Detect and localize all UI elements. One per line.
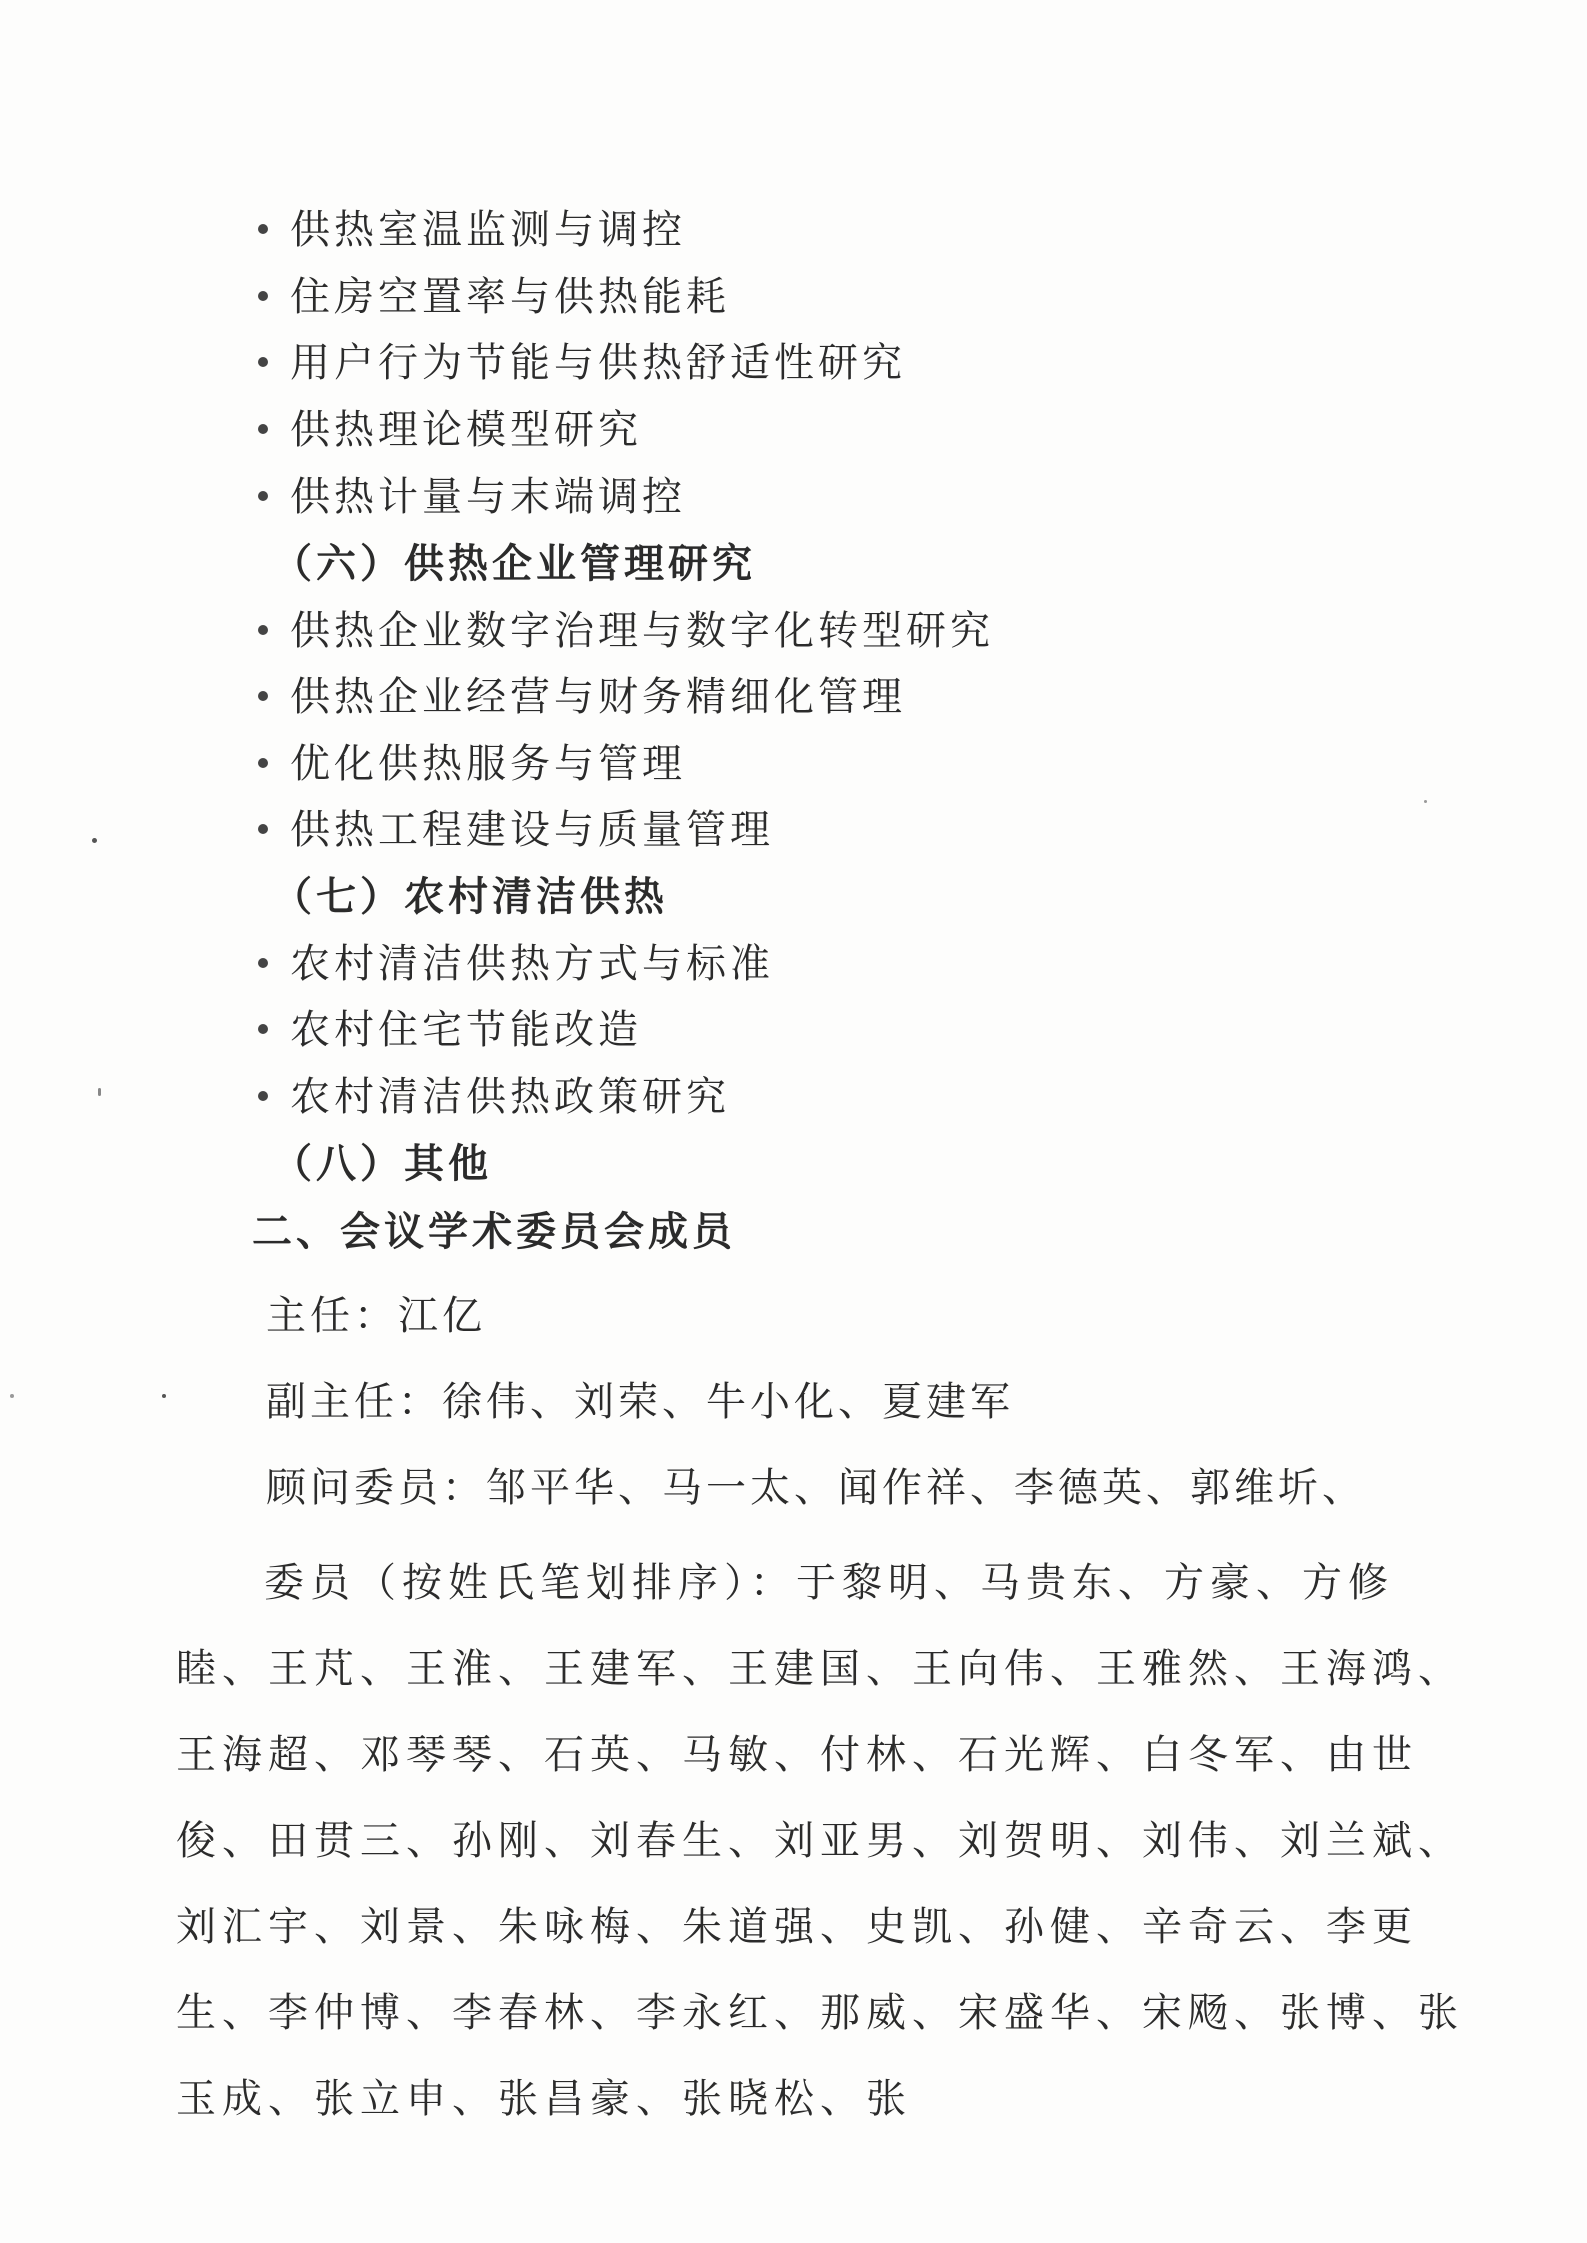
bullet-icon: [258, 291, 268, 301]
list-item: 供热理论模型研究: [258, 406, 642, 454]
list-item: 农村清洁供热方式与标准: [258, 940, 774, 988]
scan-speck: [162, 1394, 166, 1398]
section-heading-7: （七）农村清洁供热: [272, 873, 668, 920]
bullet-icon: [258, 625, 268, 635]
scan-speck: [98, 1088, 101, 1096]
bullet-icon: [258, 491, 268, 501]
list-item: 优化供热服务与管理: [258, 740, 686, 788]
scan-speck: [10, 1394, 14, 1398]
list-item: 供热室温监测与调控: [258, 206, 686, 254]
list-item: 供热工程建设与质量管理: [258, 806, 774, 854]
section-heading-6: （六）供热企业管理研究: [272, 540, 756, 587]
list-item: 用户行为节能与供热舒适性研究: [258, 339, 906, 387]
bullet-icon: [258, 1024, 268, 1034]
scan-speck: [92, 838, 97, 843]
bullet-icon: [258, 758, 268, 768]
bullet-icon: [258, 958, 268, 968]
bullet-icon: [258, 224, 268, 234]
section-heading-8: （八）其他: [272, 1140, 492, 1187]
committee-members: 委员（按姓氏笔划排序）：于黎明、马贵东、方豪、方修睦、王芃、王淮、王建军、王建国、王向伟、王雅然、王海鸿、王海超、邓琴琴、石英、马敏、付林、石光辉、白冬军、由世俊、田贯三、孙刚、刘春生、刘亚男、刘贺明、刘伟、刘兰斌、刘汇宇、刘景、朱咏梅、朱道强、史凯、孙健、辛奇云、李更生、李仲博、李春林、李永红、那威、宋盛华、宋飏、张博、张玉成、张立申、张昌豪、张晓松、张: [176, 1560, 1464, 2122]
list-item: 供热计量与末端调控: [258, 473, 686, 521]
list-item: 农村住宅节能改造: [258, 1006, 642, 1054]
committee-vice-directors: 副主任：徐伟、刘荣、牛小化、夏建军: [266, 1379, 1014, 1425]
scan-speck: [1424, 800, 1427, 803]
list-item: 供热企业经营与财务精细化管理: [258, 673, 906, 721]
bullet-icon: [258, 824, 268, 834]
bullet-icon: [258, 691, 268, 701]
committee-advisors: 顾问委员：邹平华、马一太、闻作祥、李德英、郭维圻、: [266, 1465, 1366, 1511]
list-item: 供热企业数字治理与数字化转型研究: [258, 607, 994, 655]
list-item: 农村清洁供热政策研究: [258, 1073, 730, 1121]
section-heading-committee: 二、会议学术委员会成员: [252, 1208, 736, 1255]
committee-director: 主任：江亿: [266, 1293, 486, 1339]
list-item: 住房空置率与供热能耗: [258, 273, 730, 321]
bullet-icon: [258, 424, 268, 434]
bullet-icon: [258, 1091, 268, 1101]
bullet-icon: [258, 357, 268, 367]
